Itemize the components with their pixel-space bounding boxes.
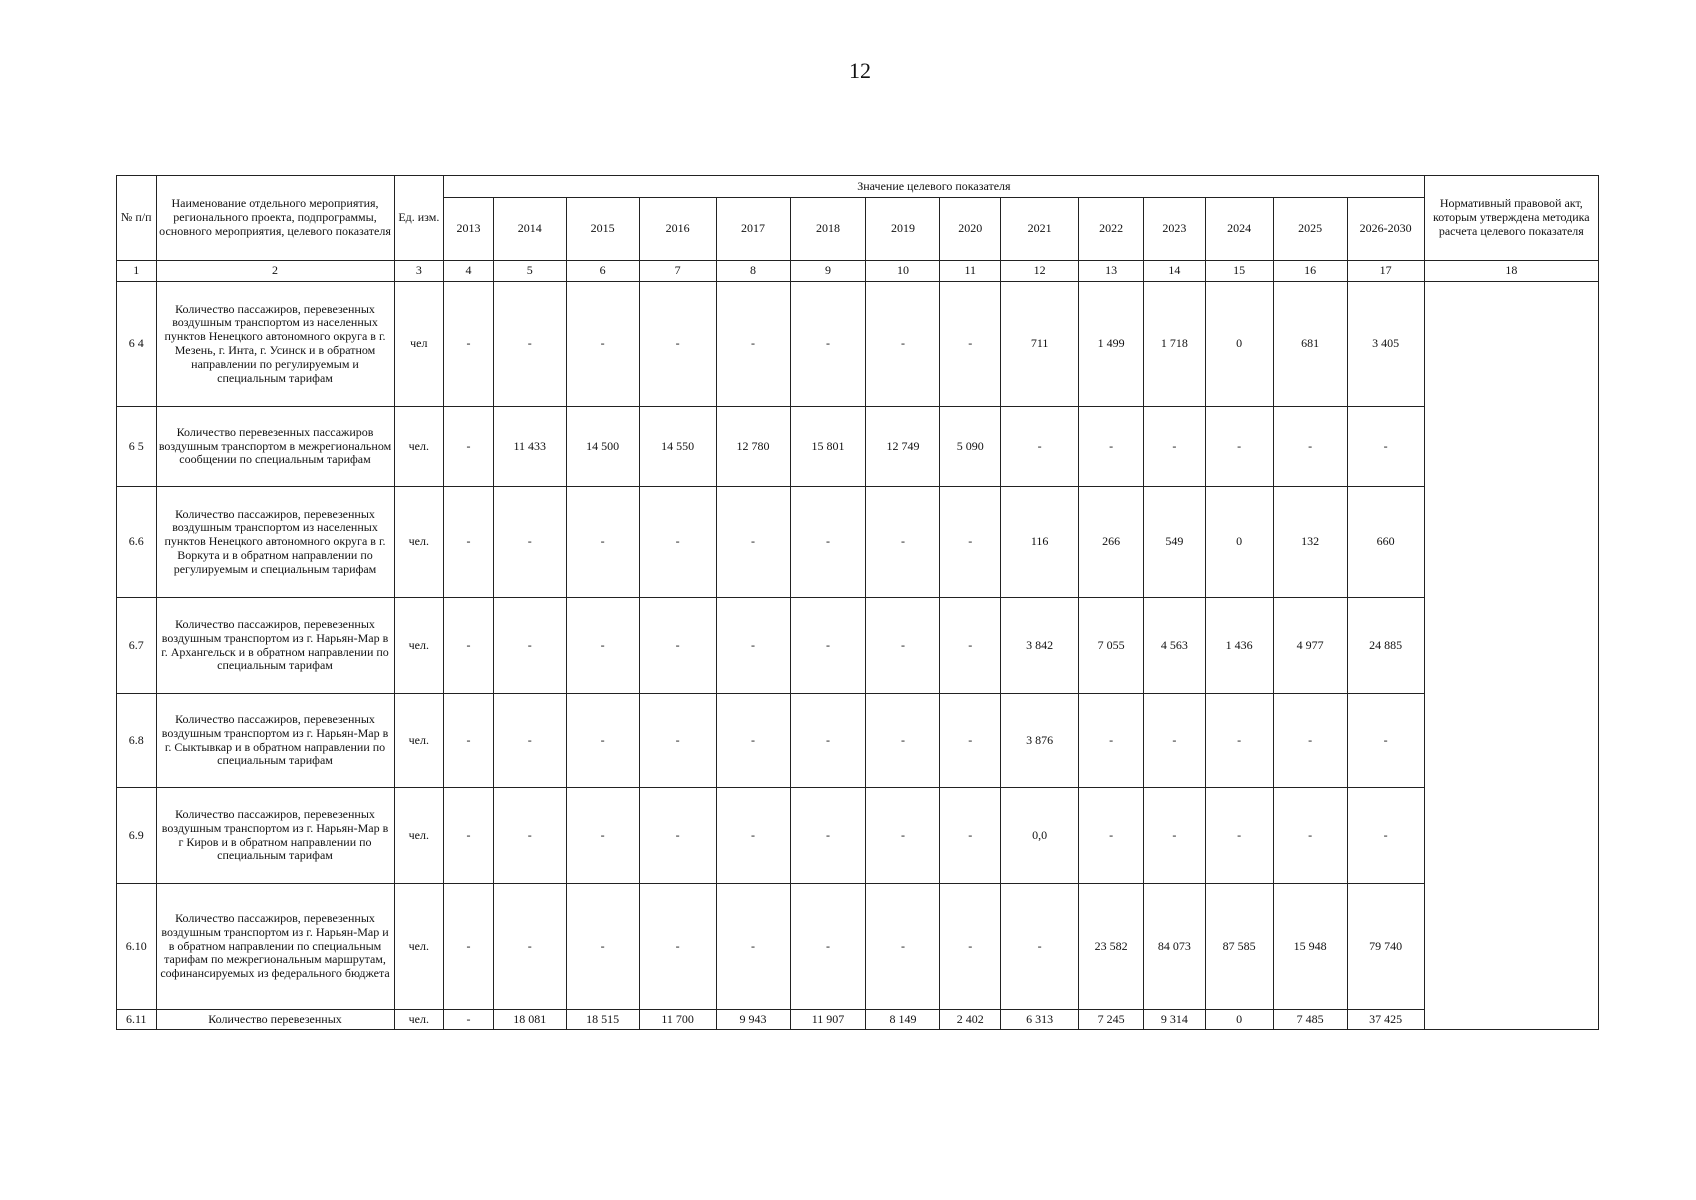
value-cell: - [940, 694, 1001, 788]
value-cell: - [566, 884, 639, 1010]
value-cell: - [566, 598, 639, 694]
column-number: 17 [1347, 261, 1424, 282]
value-cell: - [566, 282, 639, 407]
page-number: 12 [849, 58, 871, 83]
value-cell: - [1079, 788, 1144, 884]
value-cell: - [716, 694, 790, 788]
header-year: 2022 [1079, 198, 1144, 261]
row-number: 6.10 [117, 884, 157, 1010]
column-number: 12 [1001, 261, 1079, 282]
value-cell: - [866, 788, 940, 884]
value-cell: 681 [1273, 282, 1347, 407]
table-row [117, 282, 1599, 407]
value-cell: - [1347, 788, 1424, 884]
row-number: 6.8 [117, 694, 157, 788]
value-cell: - [790, 694, 866, 788]
value-cell: - [716, 788, 790, 884]
value-cell: 18 515 [566, 1010, 639, 1030]
column-number: 7 [639, 261, 716, 282]
value-cell: - [444, 788, 494, 884]
column-number: 18 [1424, 261, 1598, 282]
indicator-name: Количество пассажиров, перевезенных воздушным транспортом из г. Нарьян-Мар в г. Архангельск и в обратном направлении по специальным тарифам [156, 598, 394, 694]
value-cell: 7 485 [1273, 1010, 1347, 1030]
value-cell: - [493, 282, 566, 407]
value-cell: 14 550 [639, 407, 716, 487]
value-cell: - [566, 694, 639, 788]
value-cell: - [566, 788, 639, 884]
row-number: 6 5 [117, 407, 157, 487]
row-number: 6.6 [117, 487, 157, 598]
column-number: 2 [156, 261, 394, 282]
value-cell: - [639, 598, 716, 694]
value-cell: - [716, 884, 790, 1010]
value-cell: 3 876 [1001, 694, 1079, 788]
value-cell: - [444, 407, 494, 487]
value-cell: 711 [1001, 282, 1079, 407]
value-cell: - [444, 487, 494, 598]
header-year: 2021 [1001, 198, 1079, 261]
header-year: 2023 [1143, 198, 1205, 261]
value-cell: - [790, 788, 866, 884]
value-cell: - [444, 282, 494, 407]
value-cell: - [940, 884, 1001, 1010]
unit-cell: чел. [394, 884, 444, 1010]
header-year: 2016 [639, 198, 716, 261]
target-indicators-table [116, 175, 1599, 1030]
header-year: 2026-2030 [1347, 198, 1424, 261]
value-cell: 1 499 [1079, 282, 1144, 407]
column-number: 14 [1143, 261, 1205, 282]
value-cell: - [1143, 407, 1205, 487]
value-cell: 660 [1347, 487, 1424, 598]
value-cell: - [639, 884, 716, 1010]
indicator-name: Количество пассажиров, перевезенных воздушным транспортом из г. Нарьян-Мар в г. Сыктывкар и в обратном направлении по специальным тарифам [156, 694, 394, 788]
value-cell: 4 977 [1273, 598, 1347, 694]
value-cell: 0 [1205, 1010, 1273, 1030]
column-number: 8 [716, 261, 790, 282]
value-cell: 2 402 [940, 1010, 1001, 1030]
value-cell: 6 313 [1001, 1010, 1079, 1030]
value-cell: - [639, 788, 716, 884]
value-cell: - [444, 694, 494, 788]
value-cell: 15 948 [1273, 884, 1347, 1010]
row-number: 6.7 [117, 598, 157, 694]
value-cell: - [790, 884, 866, 1010]
value-cell: - [1143, 788, 1205, 884]
unit-cell: чел. [394, 1010, 444, 1030]
value-cell: 4 563 [1143, 598, 1205, 694]
value-cell: 15 801 [790, 407, 866, 487]
column-number: 13 [1079, 261, 1144, 282]
unit-cell: чел [394, 282, 444, 407]
table-row [117, 694, 1599, 788]
value-cell: - [866, 884, 940, 1010]
indicator-name: Количество пассажиров, перевезенных воздушным транспортом из г. Нарьян-Мар и в обратном направлении по специальным тарифам по межрегиональным маршрутам, софинансируемых из федерального бюджета [156, 884, 394, 1010]
header-year: 2014 [493, 198, 566, 261]
column-number: 16 [1273, 261, 1347, 282]
header-normative-act: Нормативный правовой акт, которым утверждена методика расчета целевого показателя [1424, 176, 1598, 261]
value-cell: 11 700 [639, 1010, 716, 1030]
value-cell: 266 [1079, 487, 1144, 598]
table-row [117, 487, 1599, 598]
indicator-name: Количество пассажиров, перевезенных воздушным транспортом из населенных пунктов Ненецкого автономного округа в г. Воркута и в обратном направлении по регулируемым и специальным тарифам [156, 487, 394, 598]
value-cell: - [866, 694, 940, 788]
value-cell: 5 090 [940, 407, 1001, 487]
value-cell: 9 943 [716, 1010, 790, 1030]
value-cell: - [493, 598, 566, 694]
header-name: Наименование отдельного мероприятия, регионального проекта, подпрограммы, основного мероприятия, целевого показателя [156, 176, 394, 261]
value-cell: - [1001, 407, 1079, 487]
value-cell: - [1273, 407, 1347, 487]
column-number: 1 [117, 261, 157, 282]
table-row [117, 788, 1599, 884]
value-cell: - [1143, 694, 1205, 788]
value-cell: - [493, 487, 566, 598]
value-cell: 0 [1205, 282, 1273, 407]
column-number: 11 [940, 261, 1001, 282]
table-row [117, 407, 1599, 487]
value-cell: 549 [1143, 487, 1205, 598]
value-cell: - [639, 487, 716, 598]
table-row [117, 598, 1599, 694]
value-cell: 11 907 [790, 1010, 866, 1030]
header-year: 2024 [1205, 198, 1273, 261]
value-cell: - [866, 282, 940, 407]
value-cell: 0 [1205, 487, 1273, 598]
column-number: 15 [1205, 261, 1273, 282]
value-cell: 1 436 [1205, 598, 1273, 694]
value-cell: 3 405 [1347, 282, 1424, 407]
value-cell: - [940, 487, 1001, 598]
value-cell: 7 055 [1079, 598, 1144, 694]
value-cell: - [639, 282, 716, 407]
indicator-name: Количество пассажиров, перевезенных воздушным транспортом из г. Нарьян-Мар в г Киров и в обратном направлении по специальным тарифам [156, 788, 394, 884]
column-number: 9 [790, 261, 866, 282]
value-cell: - [1347, 694, 1424, 788]
value-cell: 7 245 [1079, 1010, 1144, 1030]
unit-cell: чел. [394, 598, 444, 694]
value-cell: - [940, 282, 1001, 407]
value-cell: 1 718 [1143, 282, 1205, 407]
unit-cell: чел. [394, 694, 444, 788]
value-cell: - [493, 788, 566, 884]
value-cell: - [1205, 407, 1273, 487]
value-cell: 23 582 [1079, 884, 1144, 1010]
value-cell: 8 149 [866, 1010, 940, 1030]
unit-cell: чел. [394, 487, 444, 598]
value-cell: - [1205, 788, 1273, 884]
value-cell: 84 073 [1143, 884, 1205, 1010]
value-cell: - [444, 884, 494, 1010]
value-cell: - [493, 694, 566, 788]
indicator-name: Количество перевезенных [156, 1010, 394, 1030]
header-year: 2018 [790, 198, 866, 261]
header-year: 2020 [940, 198, 1001, 261]
row-number: 6.9 [117, 788, 157, 884]
value-cell: 11 433 [493, 407, 566, 487]
column-number: 6 [566, 261, 639, 282]
value-cell: - [1205, 694, 1273, 788]
normative-act-cell [1424, 282, 1598, 1030]
column-number: 3 [394, 261, 444, 282]
value-cell: - [866, 487, 940, 598]
value-cell: 0,0 [1001, 788, 1079, 884]
value-cell: - [1079, 694, 1144, 788]
value-cell: 79 740 [1347, 884, 1424, 1010]
value-cell: - [1273, 788, 1347, 884]
value-cell: - [716, 598, 790, 694]
column-number: 4 [444, 261, 494, 282]
indicator-name: Количество перевезенных пассажиров воздушным транспортом в межрегиональном сообщении по специальным тарифам [156, 407, 394, 487]
value-cell: - [716, 282, 790, 407]
value-cell: - [790, 487, 866, 598]
table-row [117, 1010, 1599, 1030]
value-cell: 9 314 [1143, 1010, 1205, 1030]
header-year: 2025 [1273, 198, 1347, 261]
header-year: 2017 [716, 198, 790, 261]
value-cell: - [444, 1010, 494, 1030]
value-cell: - [1079, 407, 1144, 487]
value-cell: - [866, 598, 940, 694]
value-cell: 37 425 [1347, 1010, 1424, 1030]
header-year: 2015 [566, 198, 639, 261]
value-cell: - [639, 694, 716, 788]
row-number: 6.11 [117, 1010, 157, 1030]
value-cell: - [444, 598, 494, 694]
unit-cell: чел. [394, 407, 444, 487]
header-year: 2019 [866, 198, 940, 261]
value-cell: 18 081 [493, 1010, 566, 1030]
value-cell: 3 842 [1001, 598, 1079, 694]
indicator-name: Количество пассажиров, перевезенных воздушным транспортом из населенных пунктов Ненецкого автономного округа в г. Мезень, г. Инта, г. Усинск и в обратном направлении по регулируемым и специальным тарифам [156, 282, 394, 407]
value-cell: 87 585 [1205, 884, 1273, 1010]
header-year: 2013 [444, 198, 494, 261]
table-row [117, 884, 1599, 1010]
column-number: 5 [493, 261, 566, 282]
column-number: 10 [866, 261, 940, 282]
value-cell: - [1001, 884, 1079, 1010]
value-cell: 14 500 [566, 407, 639, 487]
value-cell: - [566, 487, 639, 598]
value-cell: - [790, 598, 866, 694]
value-cell: 116 [1001, 487, 1079, 598]
value-cell: - [940, 788, 1001, 884]
value-cell: - [716, 487, 790, 598]
value-cell: 132 [1273, 487, 1347, 598]
header-unit: Ед. изм. [394, 176, 444, 261]
value-cell: - [1347, 407, 1424, 487]
row-number: 6 4 [117, 282, 157, 407]
header-number: № п/п [117, 176, 157, 261]
value-cell: 24 885 [1347, 598, 1424, 694]
value-cell: - [790, 282, 866, 407]
value-cell: 12 749 [866, 407, 940, 487]
unit-cell: чел. [394, 788, 444, 884]
value-cell: - [940, 598, 1001, 694]
value-cell: 12 780 [716, 407, 790, 487]
value-cell: - [1273, 694, 1347, 788]
value-cell: - [493, 884, 566, 1010]
header-values: Значение целевого показателя [444, 176, 1425, 198]
